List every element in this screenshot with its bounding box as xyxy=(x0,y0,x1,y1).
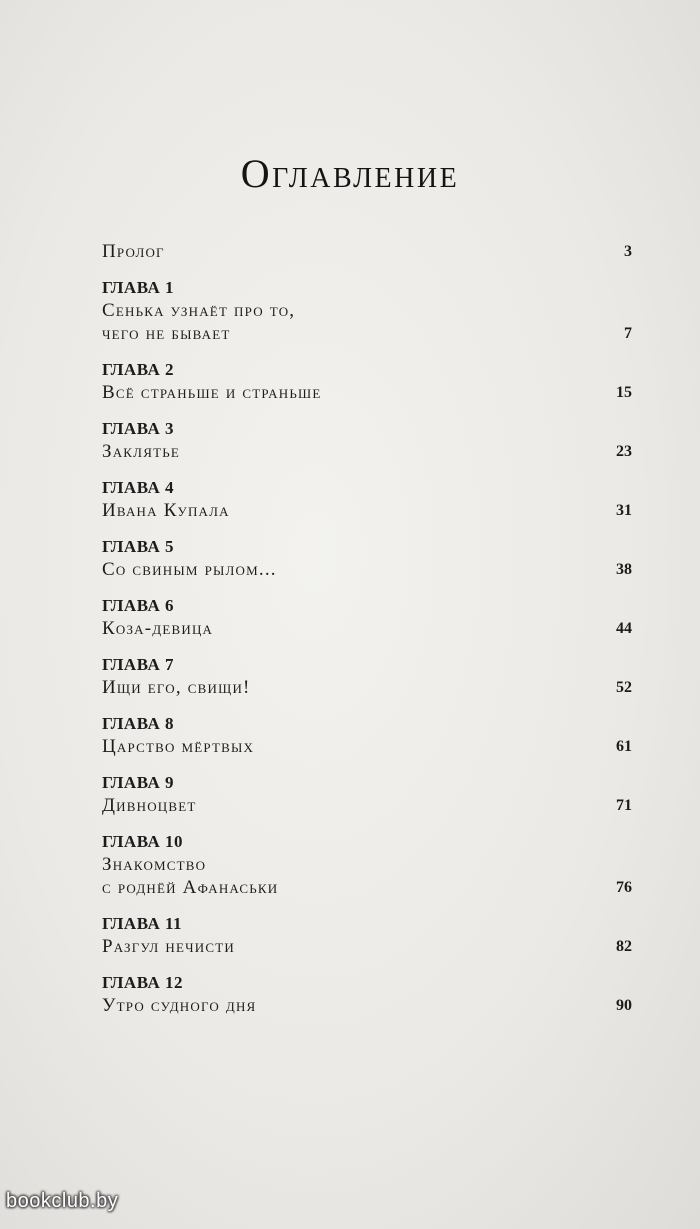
toc-entry xyxy=(102,418,632,463)
site-watermark: bookclub.by xyxy=(6,1190,119,1212)
page-number: 76 xyxy=(616,879,632,896)
chapter-title: Дивноцвет xyxy=(102,795,197,816)
toc-entry xyxy=(102,713,632,758)
toc-entry xyxy=(102,477,632,522)
page-number: 90 xyxy=(616,997,632,1014)
chapter-title: Ивана Купала xyxy=(102,500,230,521)
chapter-title: Ищи его, свищи! xyxy=(102,677,251,698)
chapter-label: ГЛАВА 7 xyxy=(102,655,174,674)
page-title: Оглавление xyxy=(240,151,460,196)
page-number: 71 xyxy=(616,797,632,814)
toc-entry xyxy=(102,240,632,263)
chapter-label: ГЛАВА 8 xyxy=(102,714,174,733)
toc-entry xyxy=(102,595,632,640)
chapter-label: ГЛАВА 12 xyxy=(102,973,183,992)
chapter-label: ГЛАВА 6 xyxy=(102,596,174,615)
chapter-label: ГЛАВА 4 xyxy=(102,478,174,497)
chapter-label: ГЛАВА 2 xyxy=(102,360,174,379)
toc-entry xyxy=(102,277,632,345)
chapter-title: Пролог xyxy=(102,241,165,262)
toc-entry xyxy=(102,772,632,817)
chapter-label: ГЛАВА 10 xyxy=(102,832,183,851)
chapter-title: Царство мёртвых xyxy=(102,736,255,757)
page-number: 3 xyxy=(624,243,632,260)
chapter-title: Со свиным рылом... xyxy=(102,559,277,580)
chapter-title: Разгул нечисти xyxy=(102,936,235,957)
chapter-title: Заклятье xyxy=(102,441,181,462)
chapter-title: Коза-девица xyxy=(102,618,214,639)
page-number: 44 xyxy=(616,620,632,637)
toc-entry xyxy=(102,359,632,404)
toc-entry xyxy=(102,654,632,699)
chapter-label: ГЛАВА 3 xyxy=(102,419,174,438)
page-number: 31 xyxy=(616,502,632,519)
chapter-label: ГЛАВА 1 xyxy=(102,278,174,297)
toc-entry xyxy=(102,972,632,1017)
toc-entry xyxy=(102,831,632,899)
chapter-title: Всё страньше и страньше xyxy=(102,382,322,403)
chapter-label: ГЛАВА 9 xyxy=(102,773,174,792)
toc-entry xyxy=(102,913,632,958)
chapter-title: Утро судного дня xyxy=(102,995,257,1016)
page-number: 61 xyxy=(616,738,632,755)
page-number: 7 xyxy=(624,325,632,342)
chapter-label: ГЛАВА 5 xyxy=(102,537,174,556)
chapter-title: чего не бывает xyxy=(102,323,231,344)
chapter-title: Сенька узнаёт про то, xyxy=(102,300,296,321)
chapter-title: с роднёй Афанаськи xyxy=(102,877,279,898)
page-number: 15 xyxy=(616,384,632,401)
page-number: 23 xyxy=(616,443,632,460)
page-number: 52 xyxy=(616,679,632,696)
chapter-label: ГЛАВА 11 xyxy=(102,914,183,933)
page-number: 38 xyxy=(616,561,632,578)
toc-entry xyxy=(102,536,632,581)
table-of-contents xyxy=(102,240,632,1031)
chapter-title: Знакомство xyxy=(102,854,207,875)
page-number: 82 xyxy=(616,938,632,955)
